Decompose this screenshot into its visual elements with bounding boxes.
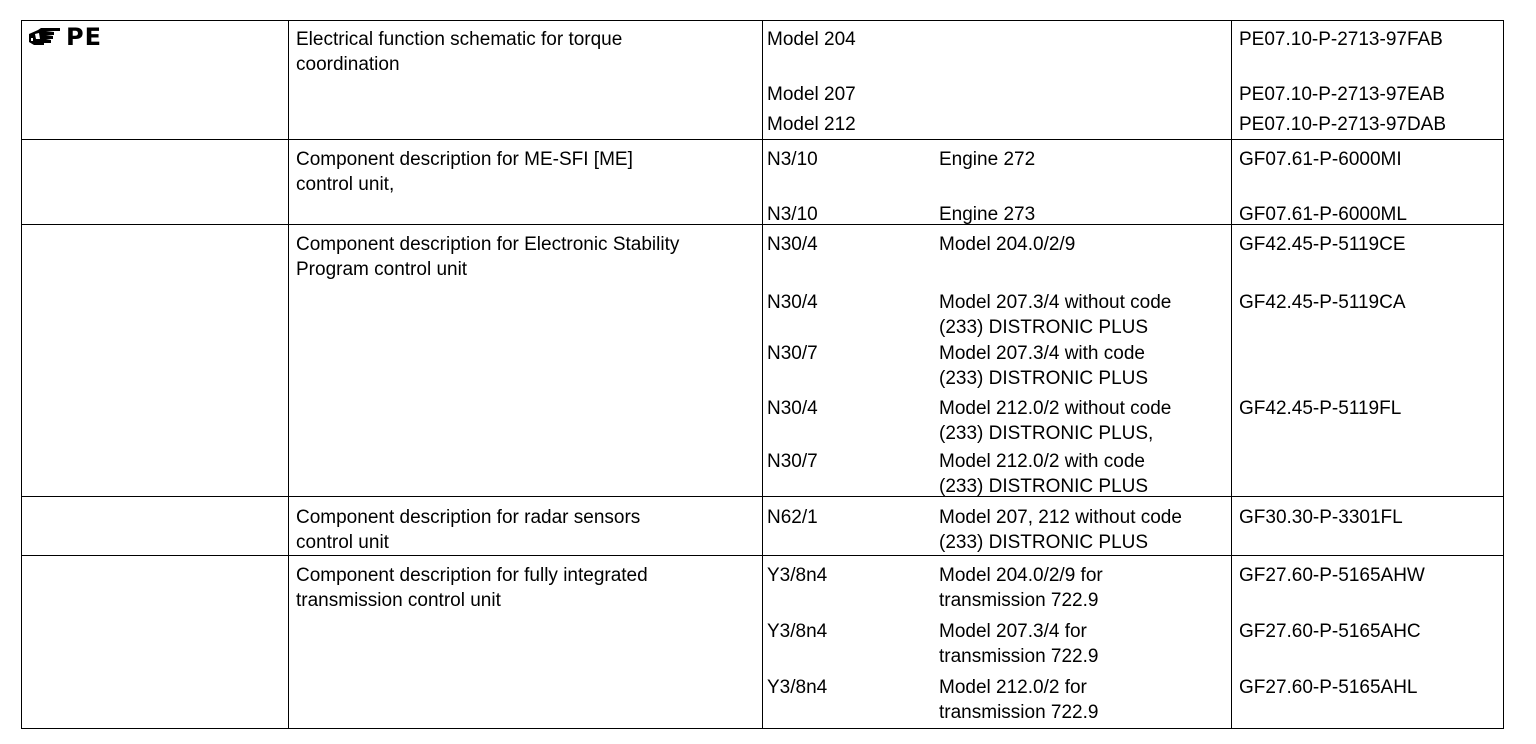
- column-divider: [762, 21, 763, 728]
- applicability: Engine 273: [939, 204, 1036, 225]
- model-ref: Model 204: [767, 29, 856, 50]
- document-number: GF30.30-P-3301FL: [1239, 507, 1403, 528]
- row-description: Component description for Electronic Stability Program control unit: [296, 234, 680, 280]
- component-code: N3/10: [767, 204, 818, 225]
- row-description: Component description for fully integrated transmission control unit: [296, 565, 648, 611]
- document-number: GF27.60-P-5165AHW: [1239, 565, 1425, 586]
- document-number: PE07.10-P-2713-97DAB: [1239, 114, 1447, 135]
- row-description: Component description for radar sensors control unit: [296, 507, 641, 553]
- document-number: GF07.61-P-6000ML: [1239, 204, 1407, 225]
- component-code: N30/4: [767, 398, 818, 419]
- document-number: PE07.10-P-2713-97FAB: [1239, 29, 1443, 50]
- applicability: Model 207.3/4 without code (233) DISTRONIC PLUS: [939, 292, 1172, 338]
- applicability: Model 212.0/2 without code (233) DISTRONIC PLUS,: [939, 398, 1172, 444]
- component-code: Y3/8n4: [767, 621, 828, 642]
- model-ref: Model 212: [767, 114, 856, 135]
- applicability: Model 207.3/4 with code (233) DISTRONIC PLUS: [939, 343, 1149, 389]
- row-divider: [22, 139, 1503, 140]
- component-code: N62/1: [767, 507, 818, 528]
- component-code: Y3/8n4: [767, 565, 828, 586]
- component-code: N30/7: [767, 343, 818, 364]
- applicability: Model 207, 212 without code (233) DISTRONIC PLUS: [939, 507, 1182, 553]
- applicability: Model 204.0/2/9 for transmission 722.9: [939, 565, 1103, 611]
- applicability: Model 212.0/2 with code (233) DISTRONIC PLUS: [939, 451, 1149, 497]
- column-divider: [288, 21, 289, 728]
- row-divider: [22, 555, 1503, 556]
- row-description: Electrical function schematic for torque coordination: [296, 29, 623, 75]
- component-code: Y3/8n4: [767, 677, 828, 698]
- document-number: PE07.10-P-2713-97EAB: [1239, 84, 1445, 105]
- component-code: N30/7: [767, 451, 818, 472]
- applicability: Engine 272: [939, 149, 1036, 170]
- document-number: GF42.45-P-5119FL: [1239, 398, 1402, 419]
- document-number: GF42.45-P-5119CA: [1239, 292, 1406, 313]
- document-number: GF42.45-P-5119CE: [1239, 234, 1406, 255]
- component-code: N30/4: [767, 234, 818, 255]
- applicability: Model 212.0/2 for transmission 722.9: [939, 677, 1099, 723]
- pe-marker: [28, 23, 102, 51]
- component-code: N30/4: [767, 292, 818, 313]
- document-number: GF27.60-P-5165AHL: [1239, 677, 1418, 698]
- pe-label: PE: [66, 23, 102, 51]
- component-code: N3/10: [767, 149, 818, 170]
- model-ref: Model 207: [767, 84, 856, 105]
- row-divider: [22, 496, 1503, 497]
- applicability: Model 204.0/2/9: [939, 234, 1076, 255]
- reference-table: [21, 20, 1504, 729]
- document-number: GF07.61-P-6000MI: [1239, 149, 1402, 170]
- pointing-hand-icon: [28, 26, 62, 48]
- document-number: GF27.60-P-5165AHC: [1239, 621, 1421, 642]
- applicability: Model 207.3/4 for transmission 722.9: [939, 621, 1099, 667]
- column-divider: [1231, 21, 1232, 728]
- row-description: Component description for ME-SFI [ME] control unit,: [296, 149, 633, 195]
